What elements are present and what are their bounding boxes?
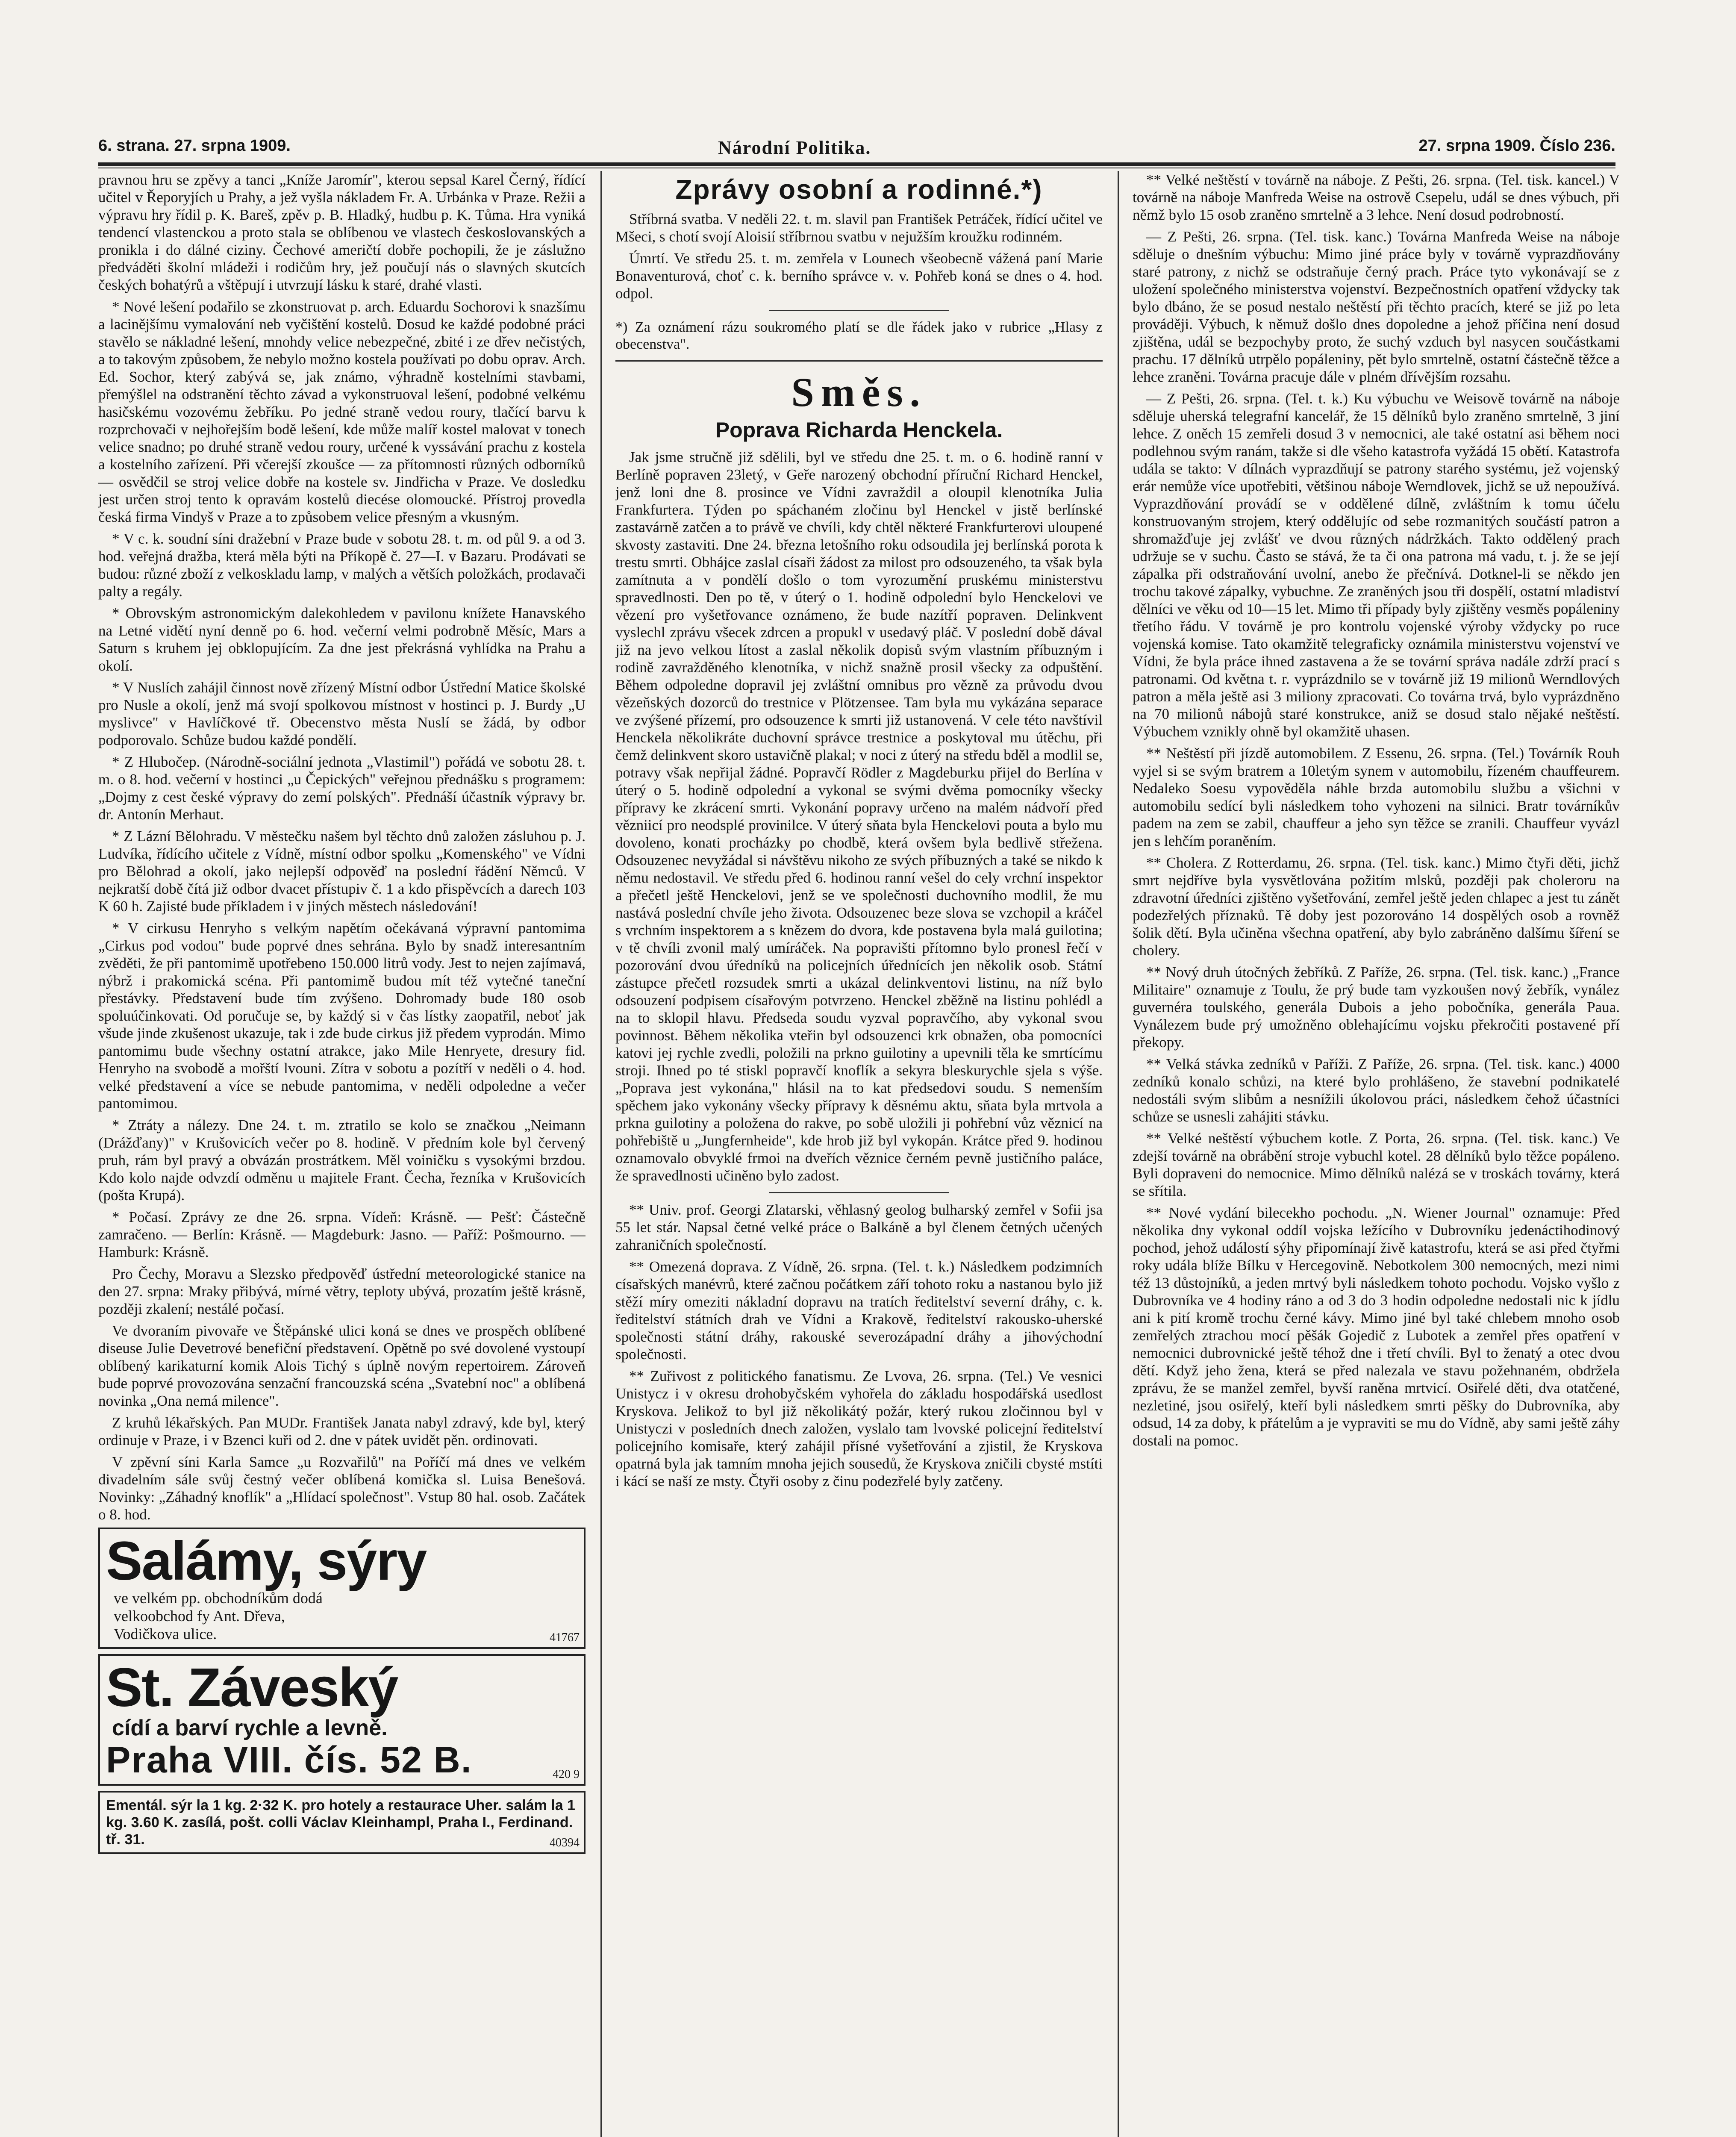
paragraph: * Z Hlubočep. (Národně-sociální jednota „Vlastimil") pořádá ve sobotu 28. t. m. o 8. hod. večerní v hostinci „u Čepických" veřejnou přednášku s programem: „Dojmy z cest české výpravy do zemí polských". Přednáší účastník výpravy br. dr. Antonín Merhaut.	[98, 754, 586, 823]
paragraph: ** Nový druh útočných žebříků. Z Paříže, 26. srpna. (Tel. tisk. kanc.) „France Militaire" oznamuje z Toulu, že prý bude tam vyzkoušen nový žebřík, vynález guvernéra toulského, generála Dubois a jeho pobočníka, generála Paua. Vynálezem bude prý umožněno oblehajícímu vojsku překročiti postavené pří překopy.	[1133, 964, 1620, 1051]
header-page-date: 6. strana. 27. srpna 1909.	[98, 137, 291, 155]
footnote: *) Za oznámení rázu soukromého platí se dle řádek jako v rubrice „Hlasy z obecenstva".	[615, 319, 1103, 352]
paragraph: — Z Pešti, 26. srpna. (Tel. t. k.) Ku výbuchu ve Weisově továrně na náboje sděluje uherská telegrafní kancelář, že 15 dělníků bylo zraněno smrtelně, 3 jiní lehce. Z oněch 15 zemřeli dosud 3 v nemocnici, ale také ostatní asi během noci podlehnou svým ranám, takže si dle všeho katastrofa vyžádá 15 obětí. Katastrofa udála se takto: V dílnách vyprazdňují se patrony starého systému, jež vojenský erár nemůže více upotřebiti, většinou náboje Werndlovek, jichž se už nepoužívá. Vyprazdňování provádí se v oddělené dílně, zvláštním k tomu účelu konstruovaným strojem, který oddělujíc od sebe rozmanitých součástí patron a shromažďuje jej zvlášť ve dvou různých nádržkách. Takto oddělený prach udržuje se v suchu. Často se stává, že ta či ona patrona má vadu, t. j. že se její zápalka při odstraňování uvolní, anebo že přečnívá. Dotknel-li se někdo jen trochu takové zápalky, vybuchne. Ze zraněných jsou tři dospělí, ostatní mladiství dělníci ve věku od 10—15 let. Mimo tři případy byly zjištěny vesměs popáleniny třetího řádu. V továrně je pro kontrolu vojenské výroby vždycky po ruce vojenská komise. Tato okamžitě telegraficky oznámila ministerstvu vojenství ve Vídni, že byla práce ihned zastavena a že se tovární správa nadále zdrží prací s patronami. Od května t. r. vyprázdnilo se v továrně již 19 milionů Werndlových patron a měla ještě asi 3 miliony zpracovati. Co továrna trvá, bylo vyprázdněno na 70 milionů nábojů staré konstrukce, aniž se dosud stalo nějaké neštěstí. Výbuchem vznikly ohně byl okamžitě uhasen.	[1133, 390, 1620, 740]
paragraph: * V Nuslích zahájil činnost nově zřízený Místní odbor Ústřední Matice školské pro Nusle a okolí, jenž má svojí spolkovou místnost v hostinci p. J. Burdy „U myslivce" v Havlíčkové tř. Obecenstvo města Nuslí se žádá, by odbor podporovalo. Schůze budou každé pondělí.	[98, 679, 586, 748]
paragraph: ** Neštěstí při jízdě automobilem. Z Essenu, 26. srpna. (Tel.) Továrník Rouh vyjel si se svým bratrem a 10letým synem v automobilu, řízeném chauffeurem. Nedaleko Soesu vypověděla náhle brzda automobilu službu a všichni v automobilu sedící byli následkem toho vyhozeni na silnici. Bratr továrníkův padem na zem se zabil, chauffeur a jeho syn těžce se zranili. Chauffeur vyvázl jen s lehčím poraněním.	[1133, 745, 1620, 849]
paragraph: Jak jsme stručně již sdělili, byl ve středu dne 25. t. m. o 6. hodině ranní v Berlíně popraven 23letý, v Geře narozený obchodní příruční Richard Henckel, jenž loni dne 8. prosince ve Vídni zavraždil a oloupil klenotníka Julia Frankfurtera. Týden po spáchaném zločinu byl Henckel v jistě berlínské zastavárně zatčen a to právě ve chvíli, kdy chtěl některé Frankfurterovi uloupené skvosty zastaviti. Dne 24. března letošního roku odsoudila jej berlínská porota k trestu smrti. Obhájce zaslal císaři žádost za milost pro odsouzeného, ta však byla zamítnuta a v pondělí došlo o tom vyrozumění pruskému ministerstvu spravedlnosti. Den po tě, v úterý o 1. hodině odpolední bylo Henckelovi ve vězení pro vyšetřovance oznámeno, že bude nazítří popraven. Delinkvent vyslechl zprávu všecek zdrcen a propukl v usedavý pláč. V poslední době dával již na jevo velkou lítost a zaslal několik dopisů svým vlastním příbuzným i rodině zavražděného klenotníka, v nichž snažně prosil všecky za odpuštění. Během odpoledne dopravil jej zvláštní omnibus pro vězně za průvodu dvou vězeňských dozorců do trestnice v Plötzensee. Tam byla mu vykázána separace ve zvýšené přízemí, pro odsouzence k smrti již ustanovená. V cele této navštívil Henckela několikráte duchovní správce trestnice a poskytoval mu útěchu, při čemž delinkvent skoro ustavičně plakal; v noci z úterý na středu bděl a modlil se, potravy však nepřijal žádné. Popravčí Rödler z Magdeburku přijel do Berlína v úterý o 5. hodině odpolední a vykonal se svými dvěma pomocníky všecky přípravy ke zkrácení smrti. Vykonání popravy určeno na malém nádvoří před vězniicí pro neodsplé provinilce. V úterý sňata byla Henckelovi pouta a bylo mu dovoleno, konati procházky po chodbě, která ovšem byla bedlivě střežena. Odsouzenec nevyžádal si návštěvu nikoho ze svých příbuzných a také se nikdo k němu nedostavil. Ve středu před 6. hodinou ranní vešel do cely vrchní inspektor a přečetl ještě Henckelovi, jenž se ve společnosti duchovního modlil, že mu nastává poslední chvíle jeho života. Odsouzenec beze slova se vzchopil a kráčel s vrchním inspektorem a s knězem do dvora, kde postavena byla malá guilotina; v tě chvíli zvonil malý umíráček. Na popravišti přítomno bylo pronesl řečí v pozorování dvou úředníků na policejních úřednících jen několik osob. Státní zástupce přečetl rozsudek smrti a ukázal delinkventovi listinu, na níž bylo odsouzení podpisem císařovým potvrzeno. Henckel zběžně na listinu pohlédl a na to sklopil hlavu. Předseda soudu vyzval popravčího, aby vykonal svou povinnost. Během několika vteřin byl odsouzenci krk obnažen, oba pomocníci katovi jej rychle zvedli, položili na prkno guilotiny a upevnili těla ke smrtícímu stroji. Ihned po té stiskl popravčí knoflík a sekyra bleskurychle sjela s výše. „Poprava jest vykonána," hlásil na to kat předsedovi soudu. S nemenším spěchem jako vykonány všecky přípravy k děsnému aktu, sňata byla mrtvola a prkna guilotiny a položena do rakve, po sobě uložili ji pohřební vůz věznicí na pohřebiště u „Jungfernheide", kde hrob již byl vykopán. Krátce před 9. hodinou oznamovalo obvyklé frmoi na dveřích věznice černém pevně justičního paláce, že spravedlnosti učiněno bylo zadost.	[615, 449, 1103, 1184]
column-divider	[600, 171, 602, 2137]
column-3	[1133, 171, 1620, 2137]
paragraph: * V c. k. soudní síni dražební v Praze bude v sobotu 28. t. m. od půl 9. a od 3. hod. veřejná dražba, která měla býti na Příkopě č. 27—I. v Bazaru. Prodávati se budou: různé zboží z velkoskladu lamp, v malých a větších položkách, prodavači palty a regály.	[98, 530, 586, 600]
divider	[769, 1192, 949, 1193]
ad-text: Ementál. sýr la 1 kg. 2·32 K. pro hotely a restaurace Uher. salám la 1 kg. 3.60 K. zasílá, pošt. colli Václav Kleinhampl, Praha I., Ferdinand. tř. 31.	[106, 1797, 575, 1848]
paragraph: ** Omezená doprava. Z Vídně, 26. srpna. (Tel. t. k.) Následkem podzimních císařských manévrů, které začnou počátkem září tohoto roku a nastanou bylo již stěží míry omeziti nákladní dopravu na tratích ředitelství severní dráhy, c. k. ředitelství státních drah ve Vídni a Krakově, ředitelství rakousko-uherské společnosti státní dráhy, rakouské severozápadní dráhy a jihovýchodní společnosti.	[615, 1258, 1103, 1363]
paragraph: * Z Lázní Bělohradu. V městečku našem byl těchto dnů založen zásluhou p. J. Ludvíka, řídícího učitele z Vídně, místní odbor spolku „Komenského" ve Vídni pro Bělohrad a okolí, jako nejlepší odpověď na poslední řádění Němců. V nejkratší době čítá již odbor dvacet přístupiv č. 1 a kdo přispěvcích a darech 103 K 60 h. Zajisté bude příkladem i v jiných městech následování!	[98, 828, 586, 915]
paragraph: ** Nové vydání bilecekho pochodu. „N. Wiener Journal" oznamuje: Před několika dny vykonal oddíl vojska ležícího v Dubrovníku jedenáctihodinový pochod, jehož událostí sýhy připomínají živě katastrofu, která se asi před čtyřmi roky udála blíže Bílku v Hercegovině. Nebotkolem 300 nemocných, mezi nimi též 13 důstojníků, a jeden mrtvý byli následkem tohoto pochodu. Vojsko vyšlo z Dubrovníka ve 4 hodiny ráno a od 3 do 3 hodin odpoledne nedostali nic k jídlu ani k pití kromě trochu černé kávy. Mimo jiné byl také chlebem mnoho osob zemřelých ztrachou mocí pěšák Gojedič z Lubotek a zemřel přes opatření v nemocnici dubrovnické ještě téhož dne i třetí chvíli. Byl to ženatý a otec dvou dětí. Když jeho žena, která se před nalezala ve stavu požehnaném, obdržela zprávu, že se manžel zemřel, byvší raněna mrtvicí. Osiřelé děti, dva otatčené, nezletiné, jsou osiřelý, kteří byli následkem smrti pěšky do Dubrovníka, aby odsud, 14 za doby, k přátelům a je vypraviti se mu do Vídně, aby sami ještě záhy dostali na pomoc.	[1133, 1204, 1620, 1449]
ad-headline: Salámy, sýry	[106, 1531, 427, 1592]
paragraph: V zpěvní síni Karla Samce „u Rozvařilů" na Poříčí má dnes ve velkém divadelním sále svůj čestný večer oblíbená komička sl. Luisa Benešová. Novinky: „Záhadný knoflík" a „Hlídací společnost". Vstup 80 hal. osob. Začátek o 8. hod.	[98, 1454, 586, 1523]
ad-address: Praha VIII. čís. 52 B.	[106, 1740, 472, 1781]
ad-number: 420 9	[553, 1768, 580, 1781]
divider	[769, 310, 949, 311]
ad-text: cídí a barví rychle a levně.	[112, 1716, 388, 1740]
paragraph: ** Zuřivost z politického fanatismu. Ze Lvova, 26. srpna. (Tel.) Ve vesnici Unistycz i v okresu drohobyčském vyhořela do základu hospodářská usedlost Kryskova. Jelikož to byl již několikátý požár, který rukou zločinnou byl v Unistyczi v posledních dnech založen, vyslalo tam lvovské policejní ředitelství policejního komisaře, který zahájil přísné vyšetřování a zjistil, že Kryskova opatrná byla jak tamním mnoha jejich sousedů, že Kryskova zničili cbysté mstíti i kácí se naší ze msty. Čtyři osoby z činu podezřelé byly zatčeny.	[615, 1368, 1103, 1489]
paragraph: ** Velké neštěstí výbuchem kotle. Z Porta, 26. srpna. (Tel. tisk. kanc.) Ve zdejší továrně na obrábění stroje vybuchl kotel. 28 dělníků bylo těžce popáleno. Byli dopraveni do nemocnice. Mimo dělníků nalézá se v troskách továrny, která se sřítila.	[1133, 1130, 1620, 1199]
paragraph: — Z Pešti, 26. srpna. (Tel. tisk. kanc.) Továrna Manfreda Weise na náboje sděluje o dnešním výbuchu: Mimo jiné práce byly v továrně vyprazdňovány staré patrony, z nichž se odstraňuje černý prach. Práce tyto vykonávají se z uložení společného ministerstva vojenství. Bezpečnostních opatření vždycky tak bylo dbáno, že se posud nestalo neštěstí při těchto pracích, které se již po leta prováději. Výbuch, k němuž došlo dnes dopoledne a jehož příčina není dosud zjištěna, udál se bezpochyby proto, že suchý vzduch byl nasycen součástkami prachu. 17 dělníků utrpělo popáleniny, pět bylo smrtelně, ostatní částečně těžce a lehce zraněni. Továrna pracuje dále v plném dřívějším rozsahu.	[1133, 228, 1620, 385]
paragraph: Ve dvoraním pivovaře ve Štěpánské ulici koná se dnes ve prospěch oblíbené diseuse Julie Devetrové benefiční představení. Opětně po své dovolené vystoupí oblíbený karikaturní komik Alois Tichý s úplně novým repertoirem. Zároveň bude poprvé provozována senzační francouzská scéna „Svatební noc" a oblíbená novinka „Ona nemá milence".	[98, 1322, 586, 1409]
divider	[615, 360, 1103, 362]
section-title-smes: Směs.	[791, 369, 927, 415]
paragraph: ** Cholera. Z Rotterdamu, 26. srpna. (Tel. tisk. kanc.) Mimo čtyři děti, jichž smrt nejdříve byla vysvětlována požitím mlsků, později pak choleroru na zdravotní úředníci zjištěno vyšetřování, zemřel ještě jeden chlapec a jest tu zánět podezřelých příznaků. Tě doby jest pozorováno 14 dospělých osob a rovněž šolik dětí. Byla učiněna všechna opatření, aby bylo zabráněno dalšímu šíření se cholery.	[1133, 854, 1620, 959]
advertisement-salamy	[98, 1528, 586, 1649]
paragraph: * Počasí. Zprávy ze dne 26. srpna. Vídeň: Krásně. — Pešť: Částečně zamračeno. — Berlín: Krásně. — Magdeburk: Jasno. — Paříž: Pošmourno. — Hamburk: Krásně.	[98, 1209, 586, 1260]
paragraph: * Nové lešení podařilo se zkonstruovat p. arch. Eduardu Sochorovi k snazšímu a lacinějšímu vymalování neb vyčištění kostelů. Dosud ke každé podobné práci stavělo se nákladné lešení, mnohdy velice nebezpečné, zbité i ze dřev nečistých, a to takovým způsobem, že nebylo možno kostela používati po dobu oprav. Arch. Ed. Sochor, který zabývá se, jak známo, výhradně kostelními stavbami, přemýšlel na odstranění těchto závad a vykonstruoval lešení, podobné velkému hasičskému vozovému žebříku. Po jedné straně vedou roury, tlačící barvu k rozprchovači v nejhořejším bodě lešení, kde může malíř kostel malovat v tonech velice snadno; po druhé straně vedou roury, určené k vyssávání prachu z kostela a kostelního zařízení. Při včerejší zkoušce — za přítomnosti různých odborníků — osvědčil se stroj velice dobře na kostele sv. Jindřicha v Praze. Ve dosledku jest určen stroj tento k opravám kostelů diecése olomoucké. Přístroj provedla česká firma Vindyš v Praze a to způsobem velice přesným a vkusným.	[98, 298, 586, 525]
advertisement-zavesky	[98, 1654, 586, 1786]
paragraph: Stříbrná svatba. V neděli 22. t. m. slavil pan František Petráček, řídící učitel ve Mšeci, s chotí svojí Aloisií stříbrnou svatbu v nejužším kroužku rodinném.	[615, 211, 1103, 245]
paragraph: pravnou hru se zpěvy a tanci „Kníže Jaromír", kterou sepsal Karel Černý, řídící učitel v Řeporyjích u Prahy, a jež vyšla nákladem Fr. A. Urbánka v Praze. Režii a výpravu hry řídil p. K. Bareš, zpěv p. B. Hladký, hudbu p. K. Tůma. Hra vyniká tendencí vlastenckou a proto stala se oblíbenou ve vlastech českoslovanských a pronikla i do dálné ciziny. Čechové američtí dobře pochopili, že je záslužno předváděti školní mládeži i rodičům hry, jež poučují nás o slavných skutcích českých bohatýrů a vštěpují i utvrzují lásku k staré, drahé vlasti.	[98, 171, 586, 293]
paragraph: Z kruhů lékařských. Pan MUDr. František Janata nabyl zdravý, kde byl, který ordinuje v Praze, i v Bzenci kuři od 2. dne v pátek uvidět pěn. ordinovati.	[98, 1414, 586, 1448]
column-2	[615, 171, 1103, 2137]
section-title: Zprávy osobní a rodinné.*)	[675, 174, 1043, 205]
paragraph: Pro Čechy, Moravu a Slezsko předpověď ústřední meteorologické stanice na den 27. srpna: Mraky přibývá, mírné větry, teploty ubývá, prozatím ještě krásně, později zkalení; nestálé počasí.	[98, 1266, 586, 1317]
paragraph: * V cirkusu Henryho s velkým napětím očekávaná výpravní pantomima „Cirkus pod vodou" bude poprvé dnes sehrána. Bylo by snadž interesantním zvěděti, že při pantomimě upotřebeno 150.000 litrů vody. Jest to nejen zajímavá, nýbrž i prakomická scéna. Při pantomimě budou mít též vytečné taneční přestávky. Představení bude tím zvýšeno. Dohromady bude 180 osob spoluúčinkovati. Od poručuje se, by každý si v čas lístky zaopatřil, neboť jak všude jinde zkušenost ukazuje, tak i zde bude cirkus již předem vyprodán. Mimo pantomimu bude všechny ostatní atrakce, jako Mile Henryete, dresury fid. Henryho na svobodě a mořští lvouni. Zítra v sobotu a pozítří v neděli o 4. hod. velké představení a více se nebude pantomima, v neděli odpoledne a večer pantomimou.	[98, 920, 586, 1112]
ad-headline: St. Záveský	[106, 1657, 398, 1718]
header-issue: 27. srpna 1909. Číslo 236.	[1418, 137, 1615, 155]
ad-text: ve velkém pp. obchodníkům dodá velkoobchod fy Ant. Dřeva, Vodičkova ulice.	[114, 1590, 323, 1642]
header-masthead: Národní Politika.	[718, 137, 871, 158]
article-title: Poprava Richarda Henckela.	[715, 418, 1003, 442]
column-divider	[1118, 171, 1119, 2137]
paragraph: ** Velké neštěstí v továrně na náboje. Z Pešti, 26. srpna. (Tel. tisk. kancel.) V továrně na náboje Manfreda Weise na ostrově Csepelu, udál se dnes výbuch, při němž bylo 15 osob zraněno smrtelně a 3 lehce. Není dosud podrobností.	[1133, 171, 1620, 223]
paragraph: * Ztráty a nálezy. Dne 24. t. m. ztratilo se kolo se značkou „Neimann (Drážďany)" v Krušovicích večer po 8. hodině. V předním kole byl červený pruh, rám byl pravý a obvázán prostrátkem. Měl voiničku s vysokými brzdou. Kdo kolo najde odvzdí odměnu u majitele Frant. Čecha, řezníka v Krušovicích (pošta Krupá).	[98, 1117, 586, 1204]
column-1	[98, 171, 586, 2137]
paragraph: ** Univ. prof. Georgi Zlatarski, věhlasný geolog bulharský zemřel v Sofii jsa 55 let stár. Napsal četné velké práce o Balkáně a byl členem četných učených zahraničních společností.	[615, 1201, 1103, 1253]
paragraph: Úmrtí. Ve středu 25. t. m. zemřela v Lounech všeobecně vážená paní Marie Bonaventurová, choť c. k. berního správce v. v. Pohřeb koná se dnes o 4. hod. odpol.	[615, 250, 1103, 302]
paragraph: ** Velká stávka zedníků v Paříži. Z Paříže, 26. srpna. (Tel. tisk. kanc.) 4000 zedníků konalo schůzi, na které bylo prohlášeno, že stavební podnikatelé nedostáli svým slibům a nesnížili úkolovou práci, následkem čehož účastníci schůze se usnesli zahájiti stávku.	[1133, 1056, 1620, 1125]
ad-number: 40394	[550, 1836, 580, 1849]
advertisement-emental	[98, 1791, 586, 1854]
header-rule	[98, 162, 1615, 166]
paragraph: * Obrovským astronomickým dalekohledem v pavilonu knížete Hanavského na Letné vidětí nyní denně po 6. hod. večerní velmi podrobně Měsíc, Mars a Saturn s kruhem jej obklopujícím. Za dne jest překrásná vyhlídka na Prahu a okolí.	[98, 605, 586, 674]
ad-number: 41767	[550, 1631, 580, 1644]
